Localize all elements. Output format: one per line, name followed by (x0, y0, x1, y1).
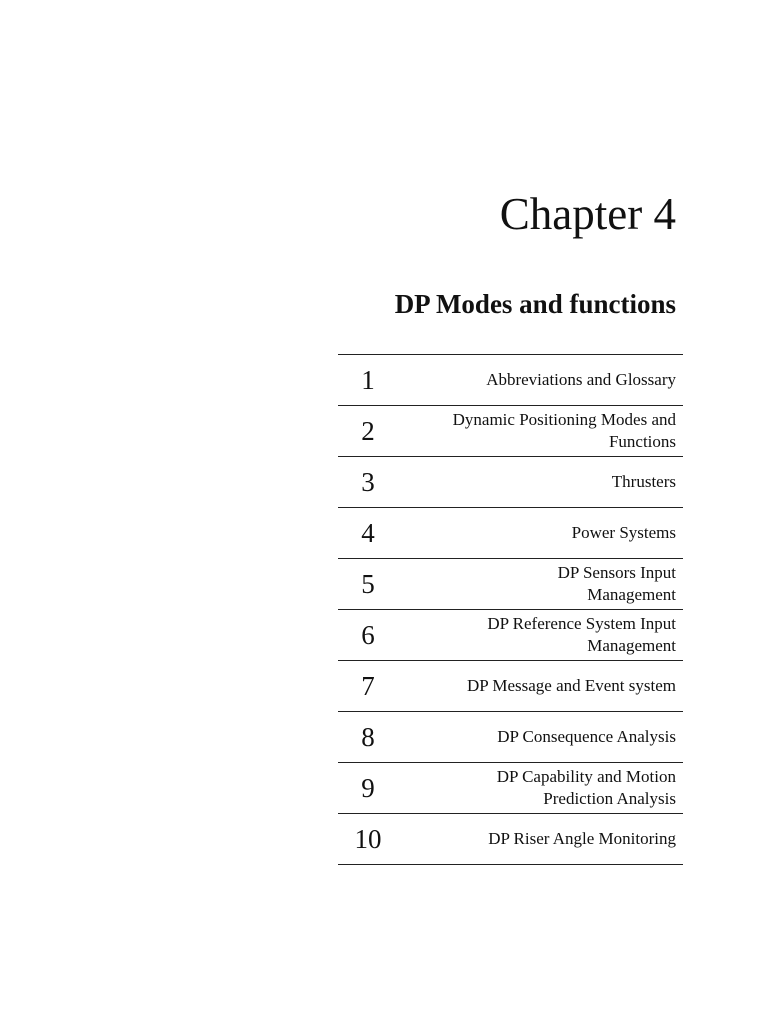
toc-number: 4 (361, 518, 375, 548)
toc-number: 3 (361, 467, 375, 497)
toc-number: 2 (361, 416, 375, 446)
toc-row-10[interactable] (338, 814, 683, 865)
toc-row-7[interactable] (338, 661, 683, 712)
toc-label: DP Consequence Analysis (497, 727, 676, 746)
toc-number: 1 (361, 365, 375, 395)
toc-row-4[interactable] (338, 508, 683, 559)
toc-row-8[interactable] (338, 712, 683, 763)
toc-label: DP Sensors Input Management (557, 563, 676, 604)
toc-label: Abbreviations and Glossary (486, 370, 676, 389)
toc-row-2[interactable] (338, 406, 683, 457)
toc-row-9[interactable] (338, 763, 683, 814)
toc-label: Dynamic Positioning Modes and Functions (452, 410, 676, 451)
toc-number: 10 (354, 824, 382, 854)
toc-label: DP Capability and Motion Prediction Analysis (496, 767, 676, 808)
toc-label: Power Systems (571, 523, 676, 542)
toc-label: DP Reference System Input Management (487, 614, 676, 655)
toc-number: 8 (361, 722, 375, 752)
toc-number: 5 (361, 569, 375, 599)
toc-label: Thrusters (611, 472, 676, 491)
toc-label: DP Riser Angle Monitoring (488, 829, 676, 848)
toc-row-3[interactable] (338, 457, 683, 508)
toc-number: 6 (361, 620, 375, 650)
toc-number: 9 (361, 773, 375, 803)
toc-row-1[interactable] (338, 355, 683, 406)
chapter-subtitle: DP Modes and functions (394, 289, 676, 319)
toc-number: 7 (361, 671, 375, 701)
toc-row-6[interactable] (338, 610, 683, 661)
toc-label: DP Message and Event system (466, 676, 676, 695)
chapter-index (338, 354, 683, 865)
chapter-title: Chapter 4 (499, 189, 676, 239)
toc-row-5[interactable] (338, 559, 683, 610)
